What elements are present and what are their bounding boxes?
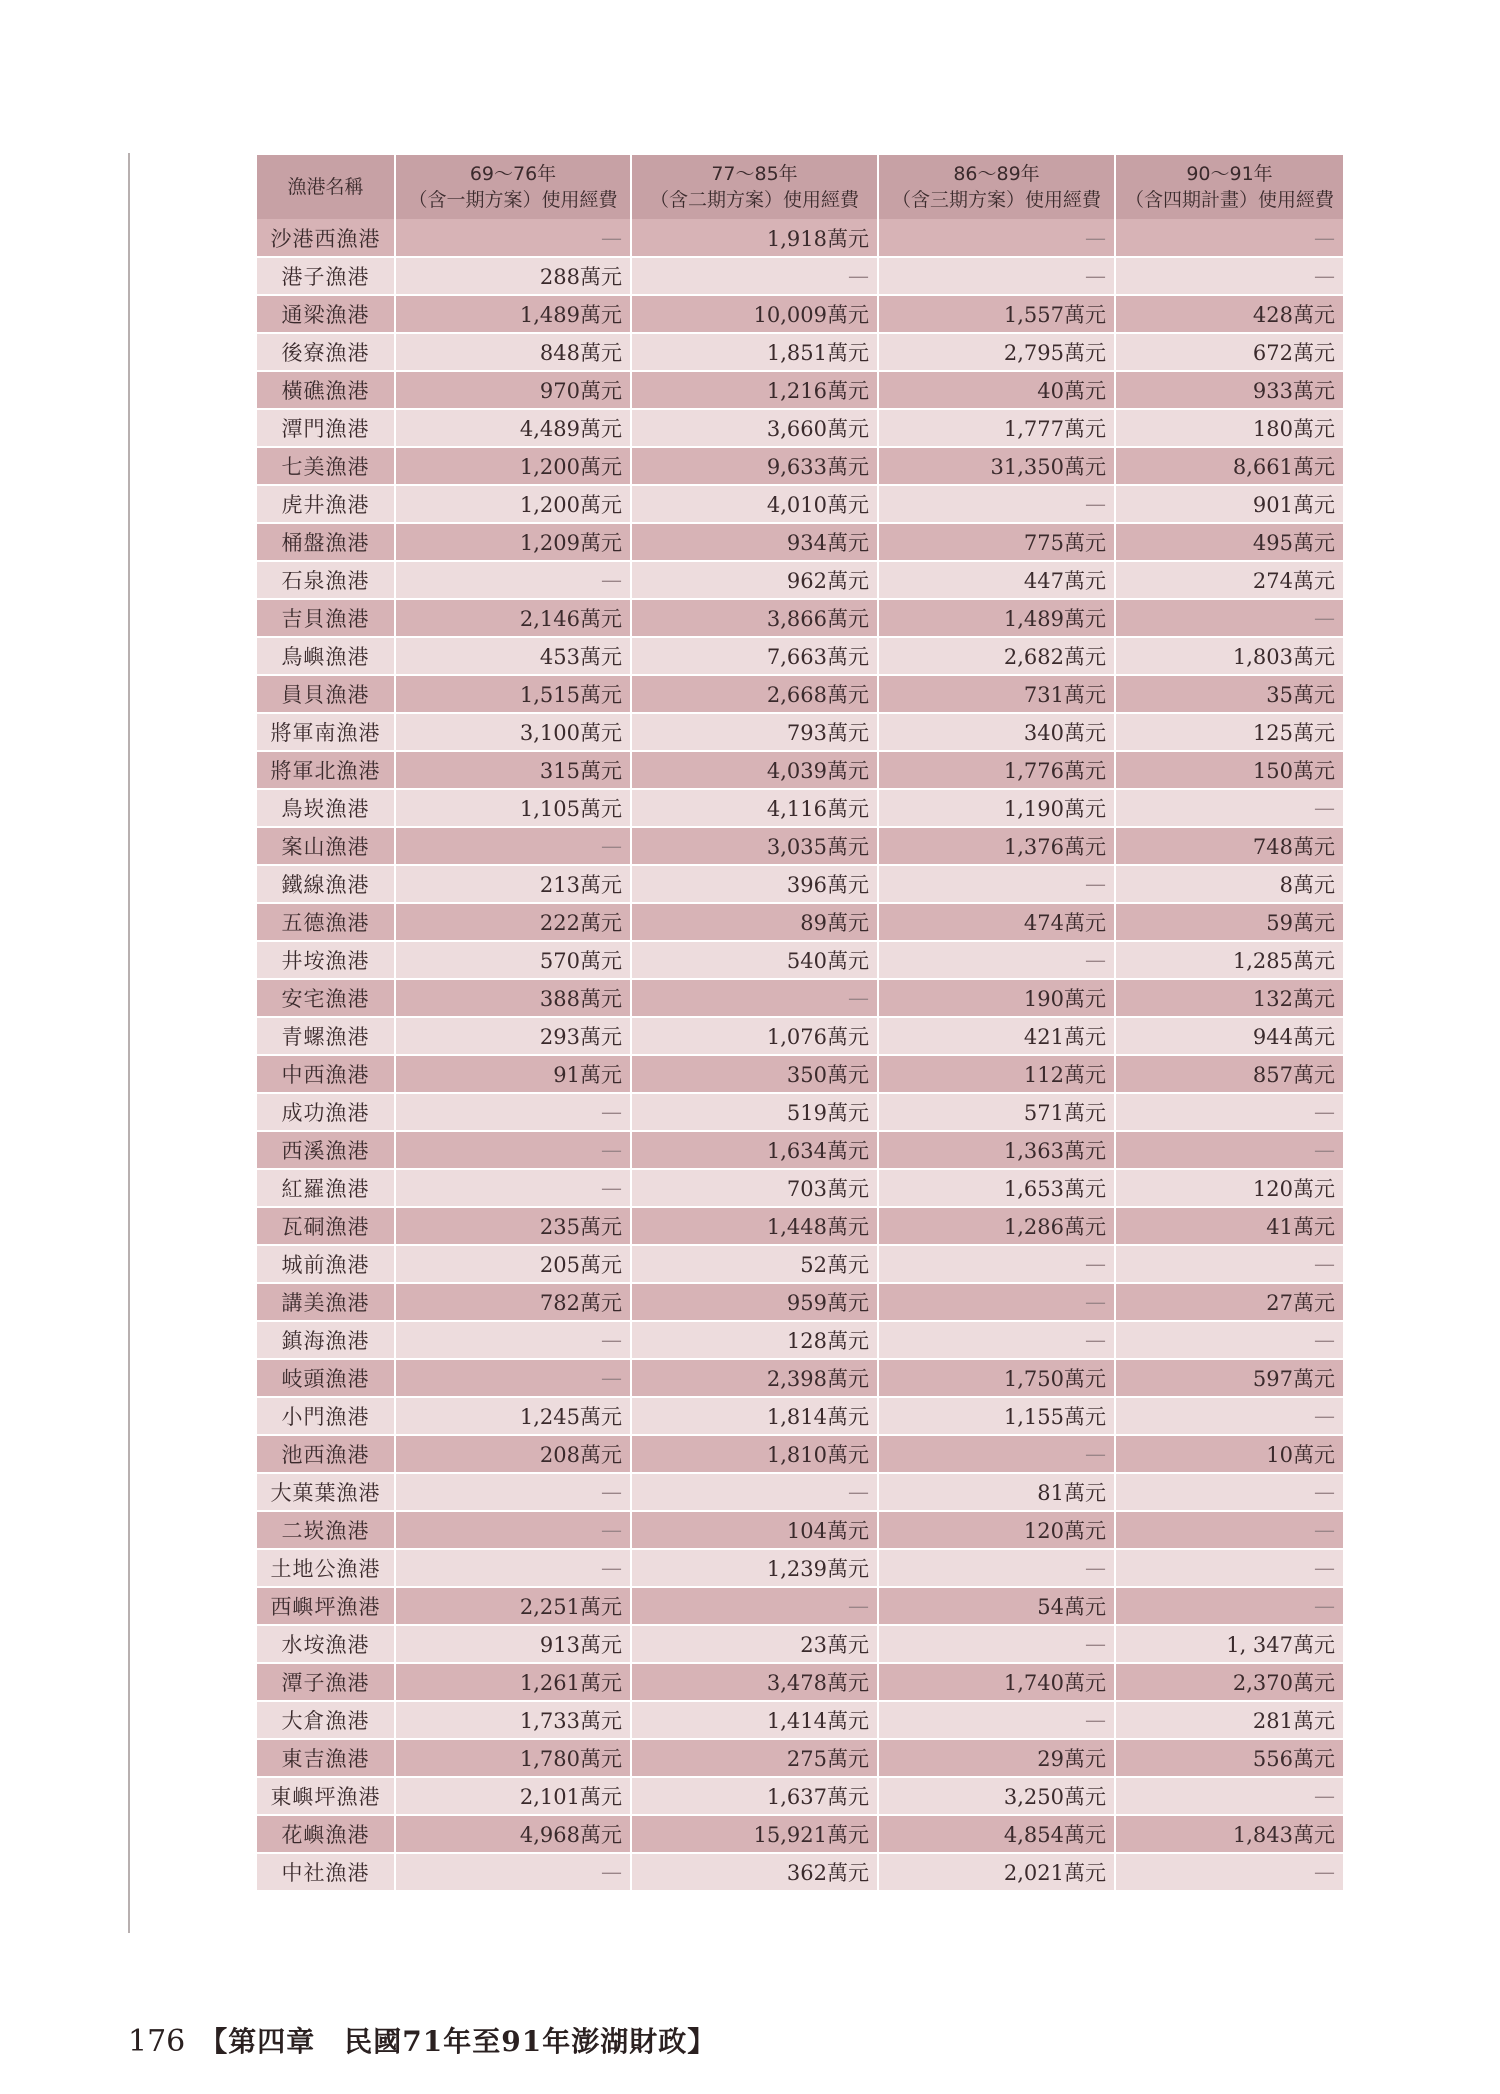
header-period-3-years: 86～89年 <box>953 163 1040 185</box>
table-row <box>257 1435 1343 1473</box>
funding-cell-period-4: — <box>1115 219 1343 257</box>
port-name-cell: 岐頭漁港 <box>257 1359 395 1397</box>
funding-cell-period-4: — <box>1115 1397 1343 1435</box>
port-name-cell: 井垵漁港 <box>257 941 395 979</box>
funding-cell-period-2: 703萬元 <box>631 1169 878 1207</box>
funding-cell-period-2: 104萬元 <box>631 1511 878 1549</box>
table-row <box>257 713 1343 751</box>
funding-cell-period-3: 2,795萬元 <box>878 333 1115 371</box>
port-name-cell: 通梁漁港 <box>257 295 395 333</box>
table-row <box>257 1093 1343 1131</box>
table-row <box>257 219 1343 257</box>
table-body <box>257 219 1343 1891</box>
funding-cell-period-1: 208萬元 <box>395 1435 631 1473</box>
margin-rule <box>128 153 130 1933</box>
port-name-cell: 七美漁港 <box>257 447 395 485</box>
funding-cell-period-1: — <box>395 219 631 257</box>
port-name-cell: 鎮海漁港 <box>257 1321 395 1359</box>
chapter-title: 【第四章 民國71年至91年澎湖財政】 <box>199 2025 717 2058</box>
funding-cell-period-2: 793萬元 <box>631 713 878 751</box>
funding-cell-period-1: 2,251萬元 <box>395 1587 631 1625</box>
funding-cell-period-4: — <box>1115 1587 1343 1625</box>
port-name-cell: 潭子漁港 <box>257 1663 395 1701</box>
funding-cell-period-2: 1,076萬元 <box>631 1017 878 1055</box>
port-name-cell: 小門漁港 <box>257 1397 395 1435</box>
table-row <box>257 1245 1343 1283</box>
funding-cell-period-1: 970萬元 <box>395 371 631 409</box>
funding-cell-period-4: — <box>1115 1853 1343 1891</box>
port-name-cell: 桶盤漁港 <box>257 523 395 561</box>
table-row <box>257 637 1343 675</box>
funding-cell-period-4: 901萬元 <box>1115 485 1343 523</box>
funding-cell-period-2: 362萬元 <box>631 1853 878 1891</box>
table-row <box>257 903 1343 941</box>
header-period-1 <box>395 155 631 219</box>
funding-cell-period-2: 10,009萬元 <box>631 295 878 333</box>
port-name-cell: 虎井漁港 <box>257 485 395 523</box>
funding-cell-period-2: 350萬元 <box>631 1055 878 1093</box>
funding-cell-period-1: 913萬元 <box>395 1625 631 1663</box>
header-period-3 <box>878 155 1115 219</box>
port-name-cell: 鳥嶼漁港 <box>257 637 395 675</box>
port-name-cell: 沙港西漁港 <box>257 219 395 257</box>
funding-cell-period-3: 54萬元 <box>878 1587 1115 1625</box>
funding-cell-period-1: 293萬元 <box>395 1017 631 1055</box>
funding-cell-period-1: — <box>395 1169 631 1207</box>
funding-cell-period-1: — <box>395 1131 631 1169</box>
funding-cell-period-2: 1,634萬元 <box>631 1131 878 1169</box>
funding-cell-period-4: 8萬元 <box>1115 865 1343 903</box>
funding-cell-period-3: 421萬元 <box>878 1017 1115 1055</box>
funding-cell-period-4: 1,843萬元 <box>1115 1815 1343 1853</box>
funding-cell-period-2: 962萬元 <box>631 561 878 599</box>
table-row <box>257 1283 1343 1321</box>
funding-cell-period-4: 597萬元 <box>1115 1359 1343 1397</box>
table-row <box>257 1473 1343 1511</box>
table-row <box>257 1207 1343 1245</box>
header-port-name: 漁港名稱 <box>257 155 395 219</box>
port-name-cell: 五德漁港 <box>257 903 395 941</box>
table-row <box>257 333 1343 371</box>
table-row <box>257 561 1343 599</box>
funding-cell-period-3: 775萬元 <box>878 523 1115 561</box>
funding-cell-period-1: 1,245萬元 <box>395 1397 631 1435</box>
funding-cell-period-3: — <box>878 1701 1115 1739</box>
header-period-2-desc: （含二期方案）使用經費 <box>649 189 859 211</box>
funding-cell-period-3: — <box>878 485 1115 523</box>
funding-cell-period-2: 3,478萬元 <box>631 1663 878 1701</box>
funding-cell-period-3: — <box>878 1321 1115 1359</box>
funding-cell-period-1: 388萬元 <box>395 979 631 1017</box>
funding-cell-period-2: 396萬元 <box>631 865 878 903</box>
funding-cell-period-4: 8,661萬元 <box>1115 447 1343 485</box>
funding-cell-period-1: 1,261萬元 <box>395 1663 631 1701</box>
funding-cell-period-3: 1,286萬元 <box>878 1207 1115 1245</box>
funding-cell-period-4: 27萬元 <box>1115 1283 1343 1321</box>
funding-cell-period-4: — <box>1115 1549 1343 1587</box>
funding-cell-period-4: 672萬元 <box>1115 333 1343 371</box>
funding-cell-period-3: 40萬元 <box>878 371 1115 409</box>
funding-cell-period-2: 15,921萬元 <box>631 1815 878 1853</box>
funding-cell-period-4: — <box>1115 1093 1343 1131</box>
funding-cell-period-1: — <box>395 1853 631 1891</box>
funding-cell-period-2: 23萬元 <box>631 1625 878 1663</box>
funding-cell-period-1: 782萬元 <box>395 1283 631 1321</box>
funding-cell-period-2: — <box>631 1473 878 1511</box>
funding-cell-period-1: 570萬元 <box>395 941 631 979</box>
funding-cell-period-4: 1,803萬元 <box>1115 637 1343 675</box>
table-row <box>257 1663 1343 1701</box>
port-name-cell: 將軍南漁港 <box>257 713 395 751</box>
funding-cell-period-3: — <box>878 219 1115 257</box>
funding-cell-period-1: 3,100萬元 <box>395 713 631 751</box>
table-row <box>257 409 1343 447</box>
funding-cell-period-4: 120萬元 <box>1115 1169 1343 1207</box>
funding-cell-period-1: 205萬元 <box>395 1245 631 1283</box>
table-row <box>257 1587 1343 1625</box>
funding-cell-period-1: 1,780萬元 <box>395 1739 631 1777</box>
funding-cell-period-3: 1,776萬元 <box>878 751 1115 789</box>
funding-cell-period-3: 1,376萬元 <box>878 827 1115 865</box>
funding-cell-period-3: 571萬元 <box>878 1093 1115 1131</box>
funding-cell-period-1: — <box>395 1549 631 1587</box>
funding-cell-period-4: 933萬元 <box>1115 371 1343 409</box>
funding-cell-period-2: 1,637萬元 <box>631 1777 878 1815</box>
funding-cell-period-2: 52萬元 <box>631 1245 878 1283</box>
funding-cell-period-3: 2,021萬元 <box>878 1853 1115 1891</box>
funding-cell-period-3: — <box>878 941 1115 979</box>
funding-cell-period-3: 1,653萬元 <box>878 1169 1115 1207</box>
table-row <box>257 751 1343 789</box>
funding-cell-period-1: 315萬元 <box>395 751 631 789</box>
header-row <box>257 155 1343 219</box>
funding-cell-period-3: 340萬元 <box>878 713 1115 751</box>
funding-cell-period-3: — <box>878 1245 1115 1283</box>
table-row <box>257 295 1343 333</box>
funding-cell-period-3: — <box>878 1625 1115 1663</box>
funding-cell-period-4: 132萬元 <box>1115 979 1343 1017</box>
port-name-cell: 鳥崁漁港 <box>257 789 395 827</box>
funding-cell-period-2: 1,448萬元 <box>631 1207 878 1245</box>
funding-cell-period-2: 3,035萬元 <box>631 827 878 865</box>
funding-cell-period-4: — <box>1115 1511 1343 1549</box>
funding-cell-period-1: — <box>395 827 631 865</box>
funding-cell-period-1: 288萬元 <box>395 257 631 295</box>
funding-cell-period-1: 1,200萬元 <box>395 447 631 485</box>
fishing-port-funding-table <box>257 155 1343 1892</box>
funding-cell-period-3: 1,190萬元 <box>878 789 1115 827</box>
port-name-cell: 吉貝漁港 <box>257 599 395 637</box>
funding-cell-period-1: — <box>395 561 631 599</box>
table-row <box>257 1701 1343 1739</box>
funding-cell-period-2: 1,414萬元 <box>631 1701 878 1739</box>
header-period-3-desc: （含三期方案）使用經費 <box>891 189 1101 211</box>
header-period-2-years: 77～85年 <box>711 163 798 185</box>
port-name-cell: 西嶼坪漁港 <box>257 1587 395 1625</box>
funding-cell-period-4: 180萬元 <box>1115 409 1343 447</box>
funding-cell-period-1: 1,200萬元 <box>395 485 631 523</box>
port-name-cell: 中西漁港 <box>257 1055 395 1093</box>
funding-cell-period-4: — <box>1115 789 1343 827</box>
funding-cell-period-3: 120萬元 <box>878 1511 1115 1549</box>
funding-cell-period-2: 2,398萬元 <box>631 1359 878 1397</box>
funding-cell-period-3: — <box>878 1435 1115 1473</box>
table-row <box>257 1625 1343 1663</box>
funding-cell-period-2: 275萬元 <box>631 1739 878 1777</box>
table-row <box>257 371 1343 409</box>
funding-cell-period-4: 274萬元 <box>1115 561 1343 599</box>
port-name-cell: 港子漁港 <box>257 257 395 295</box>
funding-cell-period-2: 7,663萬元 <box>631 637 878 675</box>
funding-cell-period-2: 3,866萬元 <box>631 599 878 637</box>
funding-cell-period-4: 495萬元 <box>1115 523 1343 561</box>
table-row <box>257 675 1343 713</box>
funding-cell-period-4: 2,370萬元 <box>1115 1663 1343 1701</box>
page-number: 176 <box>128 2024 186 2059</box>
table-row <box>257 485 1343 523</box>
funding-cell-period-3: 29萬元 <box>878 1739 1115 1777</box>
funding-cell-period-4: 35萬元 <box>1115 675 1343 713</box>
funding-cell-period-3: 1,740萬元 <box>878 1663 1115 1701</box>
table-row <box>257 941 1343 979</box>
funding-cell-period-1: 91萬元 <box>395 1055 631 1093</box>
funding-cell-period-2: 540萬元 <box>631 941 878 979</box>
table-row <box>257 1169 1343 1207</box>
table-row <box>257 1055 1343 1093</box>
table-row <box>257 827 1343 865</box>
funding-cell-period-1: 4,968萬元 <box>395 1815 631 1853</box>
funding-cell-period-2: 1,239萬元 <box>631 1549 878 1587</box>
table-row <box>257 1853 1343 1891</box>
port-name-cell: 講美漁港 <box>257 1283 395 1321</box>
funding-cell-period-4: 944萬元 <box>1115 1017 1343 1055</box>
port-name-cell: 大倉漁港 <box>257 1701 395 1739</box>
funding-cell-period-1: 2,101萬元 <box>395 1777 631 1815</box>
table-row <box>257 447 1343 485</box>
table-row <box>257 1321 1343 1359</box>
fishing-port-funding-table-wrap <box>257 155 1343 1892</box>
funding-cell-period-2: 1,918萬元 <box>631 219 878 257</box>
funding-cell-period-3: 1,489萬元 <box>878 599 1115 637</box>
port-name-cell: 員貝漁港 <box>257 675 395 713</box>
header-period-4-desc: （含四期計畫）使用經費 <box>1124 189 1334 211</box>
funding-cell-period-1: 1,209萬元 <box>395 523 631 561</box>
header-period-1-desc: （含一期方案）使用經費 <box>408 189 618 211</box>
funding-cell-period-4: 10萬元 <box>1115 1435 1343 1473</box>
funding-cell-period-4: 281萬元 <box>1115 1701 1343 1739</box>
funding-cell-period-1: 1,489萬元 <box>395 295 631 333</box>
port-name-cell: 成功漁港 <box>257 1093 395 1131</box>
funding-cell-period-4: 428萬元 <box>1115 295 1343 333</box>
funding-cell-period-2: — <box>631 1587 878 1625</box>
port-name-cell: 土地公漁港 <box>257 1549 395 1587</box>
funding-cell-period-2: — <box>631 257 878 295</box>
funding-cell-period-3: — <box>878 1549 1115 1587</box>
funding-cell-period-2: 4,116萬元 <box>631 789 878 827</box>
funding-cell-period-3: — <box>878 865 1115 903</box>
funding-cell-period-2: 3,660萬元 <box>631 409 878 447</box>
funding-cell-period-1: 1,105萬元 <box>395 789 631 827</box>
funding-cell-period-2: 1,810萬元 <box>631 1435 878 1473</box>
port-name-cell: 城前漁港 <box>257 1245 395 1283</box>
port-name-cell: 青螺漁港 <box>257 1017 395 1055</box>
funding-cell-period-3: 3,250萬元 <box>878 1777 1115 1815</box>
funding-cell-period-4: 125萬元 <box>1115 713 1343 751</box>
table-row <box>257 865 1343 903</box>
funding-cell-period-1: 235萬元 <box>395 1207 631 1245</box>
funding-cell-period-2: 89萬元 <box>631 903 878 941</box>
funding-cell-period-4: — <box>1115 1245 1343 1283</box>
port-name-cell: 案山漁港 <box>257 827 395 865</box>
funding-cell-period-3: 474萬元 <box>878 903 1115 941</box>
port-name-cell: 安宅漁港 <box>257 979 395 1017</box>
port-name-cell: 二崁漁港 <box>257 1511 395 1549</box>
port-name-cell: 將軍北漁港 <box>257 751 395 789</box>
port-name-cell: 石泉漁港 <box>257 561 395 599</box>
funding-cell-period-3: 1,777萬元 <box>878 409 1115 447</box>
funding-cell-period-2: 1,216萬元 <box>631 371 878 409</box>
page-footer <box>128 2020 716 2060</box>
port-name-cell: 東嶼坪漁港 <box>257 1777 395 1815</box>
funding-cell-period-2: 9,633萬元 <box>631 447 878 485</box>
funding-cell-period-4: — <box>1115 599 1343 637</box>
funding-cell-period-4: — <box>1115 1777 1343 1815</box>
table-row <box>257 1131 1343 1169</box>
table-header <box>257 155 1343 219</box>
port-name-cell: 大菓葉漁港 <box>257 1473 395 1511</box>
funding-cell-period-4: 1, 347萬元 <box>1115 1625 1343 1663</box>
funding-cell-period-1: — <box>395 1093 631 1131</box>
table-row <box>257 979 1343 1017</box>
port-name-cell: 鐵線漁港 <box>257 865 395 903</box>
funding-cell-period-4: 556萬元 <box>1115 1739 1343 1777</box>
funding-cell-period-4: 59萬元 <box>1115 903 1343 941</box>
port-name-cell: 東吉漁港 <box>257 1739 395 1777</box>
funding-cell-period-1: — <box>395 1321 631 1359</box>
table-row <box>257 1397 1343 1435</box>
port-name-cell: 花嶼漁港 <box>257 1815 395 1853</box>
table-row <box>257 789 1343 827</box>
funding-cell-period-1: 453萬元 <box>395 637 631 675</box>
header-period-1-years: 69～76年 <box>469 163 557 185</box>
funding-cell-period-3: 4,854萬元 <box>878 1815 1115 1853</box>
table-row <box>257 523 1343 561</box>
funding-cell-period-1: 2,146萬元 <box>395 599 631 637</box>
funding-cell-period-1: 1,733萬元 <box>395 1701 631 1739</box>
funding-cell-period-4: 150萬元 <box>1115 751 1343 789</box>
funding-cell-period-2: 959萬元 <box>631 1283 878 1321</box>
funding-cell-period-2: 519萬元 <box>631 1093 878 1131</box>
funding-cell-period-1: — <box>395 1511 631 1549</box>
funding-cell-period-2: 934萬元 <box>631 523 878 561</box>
funding-cell-period-2: 4,010萬元 <box>631 485 878 523</box>
table-row <box>257 1777 1343 1815</box>
funding-cell-period-1: 213萬元 <box>395 865 631 903</box>
funding-cell-period-2: — <box>631 979 878 1017</box>
table-row <box>257 1815 1343 1853</box>
funding-cell-period-3: 81萬元 <box>878 1473 1115 1511</box>
port-name-cell: 西溪漁港 <box>257 1131 395 1169</box>
funding-cell-period-2: 1,814萬元 <box>631 1397 878 1435</box>
funding-cell-period-4: — <box>1115 1473 1343 1511</box>
port-name-cell: 水垵漁港 <box>257 1625 395 1663</box>
funding-cell-period-3: 112萬元 <box>878 1055 1115 1093</box>
funding-cell-period-2: 2,668萬元 <box>631 675 878 713</box>
funding-cell-period-4: 857萬元 <box>1115 1055 1343 1093</box>
funding-cell-period-4: 748萬元 <box>1115 827 1343 865</box>
header-period-4-years: 90～91年 <box>1186 163 1273 185</box>
funding-cell-period-4: 41萬元 <box>1115 1207 1343 1245</box>
funding-cell-period-1: 222萬元 <box>395 903 631 941</box>
table-row <box>257 599 1343 637</box>
funding-cell-period-1: — <box>395 1359 631 1397</box>
funding-cell-period-3: 1,557萬元 <box>878 295 1115 333</box>
port-name-cell: 池西漁港 <box>257 1435 395 1473</box>
funding-cell-period-1: 1,515萬元 <box>395 675 631 713</box>
port-name-cell: 後寮漁港 <box>257 333 395 371</box>
table-row <box>257 1511 1343 1549</box>
funding-cell-period-3: 1,750萬元 <box>878 1359 1115 1397</box>
table-row <box>257 1017 1343 1055</box>
funding-cell-period-1: — <box>395 1473 631 1511</box>
table-row <box>257 1549 1343 1587</box>
funding-cell-period-3: — <box>878 1283 1115 1321</box>
funding-cell-period-3: — <box>878 257 1115 295</box>
funding-cell-period-2: 4,039萬元 <box>631 751 878 789</box>
header-period-4 <box>1115 155 1343 219</box>
port-name-cell: 中社漁港 <box>257 1853 395 1891</box>
funding-cell-period-3: 190萬元 <box>878 979 1115 1017</box>
funding-cell-period-2: 1,851萬元 <box>631 333 878 371</box>
funding-cell-period-2: 128萬元 <box>631 1321 878 1359</box>
table-row <box>257 1359 1343 1397</box>
funding-cell-period-3: 731萬元 <box>878 675 1115 713</box>
port-name-cell: 橫礁漁港 <box>257 371 395 409</box>
funding-cell-period-4: — <box>1115 1131 1343 1169</box>
port-name-cell: 紅羅漁港 <box>257 1169 395 1207</box>
funding-cell-period-4: — <box>1115 1321 1343 1359</box>
table-row <box>257 1739 1343 1777</box>
funding-cell-period-3: 447萬元 <box>878 561 1115 599</box>
table-row <box>257 257 1343 295</box>
funding-cell-period-3: 31,350萬元 <box>878 447 1115 485</box>
funding-cell-period-3: 2,682萬元 <box>878 637 1115 675</box>
funding-cell-period-3: 1,155萬元 <box>878 1397 1115 1435</box>
funding-cell-period-3: 1,363萬元 <box>878 1131 1115 1169</box>
funding-cell-period-1: 4,489萬元 <box>395 409 631 447</box>
port-name-cell: 瓦硐漁港 <box>257 1207 395 1245</box>
header-period-2 <box>631 155 878 219</box>
port-name-cell: 潭門漁港 <box>257 409 395 447</box>
funding-cell-period-4: 1,285萬元 <box>1115 941 1343 979</box>
funding-cell-period-1: 848萬元 <box>395 333 631 371</box>
funding-cell-period-4: — <box>1115 257 1343 295</box>
